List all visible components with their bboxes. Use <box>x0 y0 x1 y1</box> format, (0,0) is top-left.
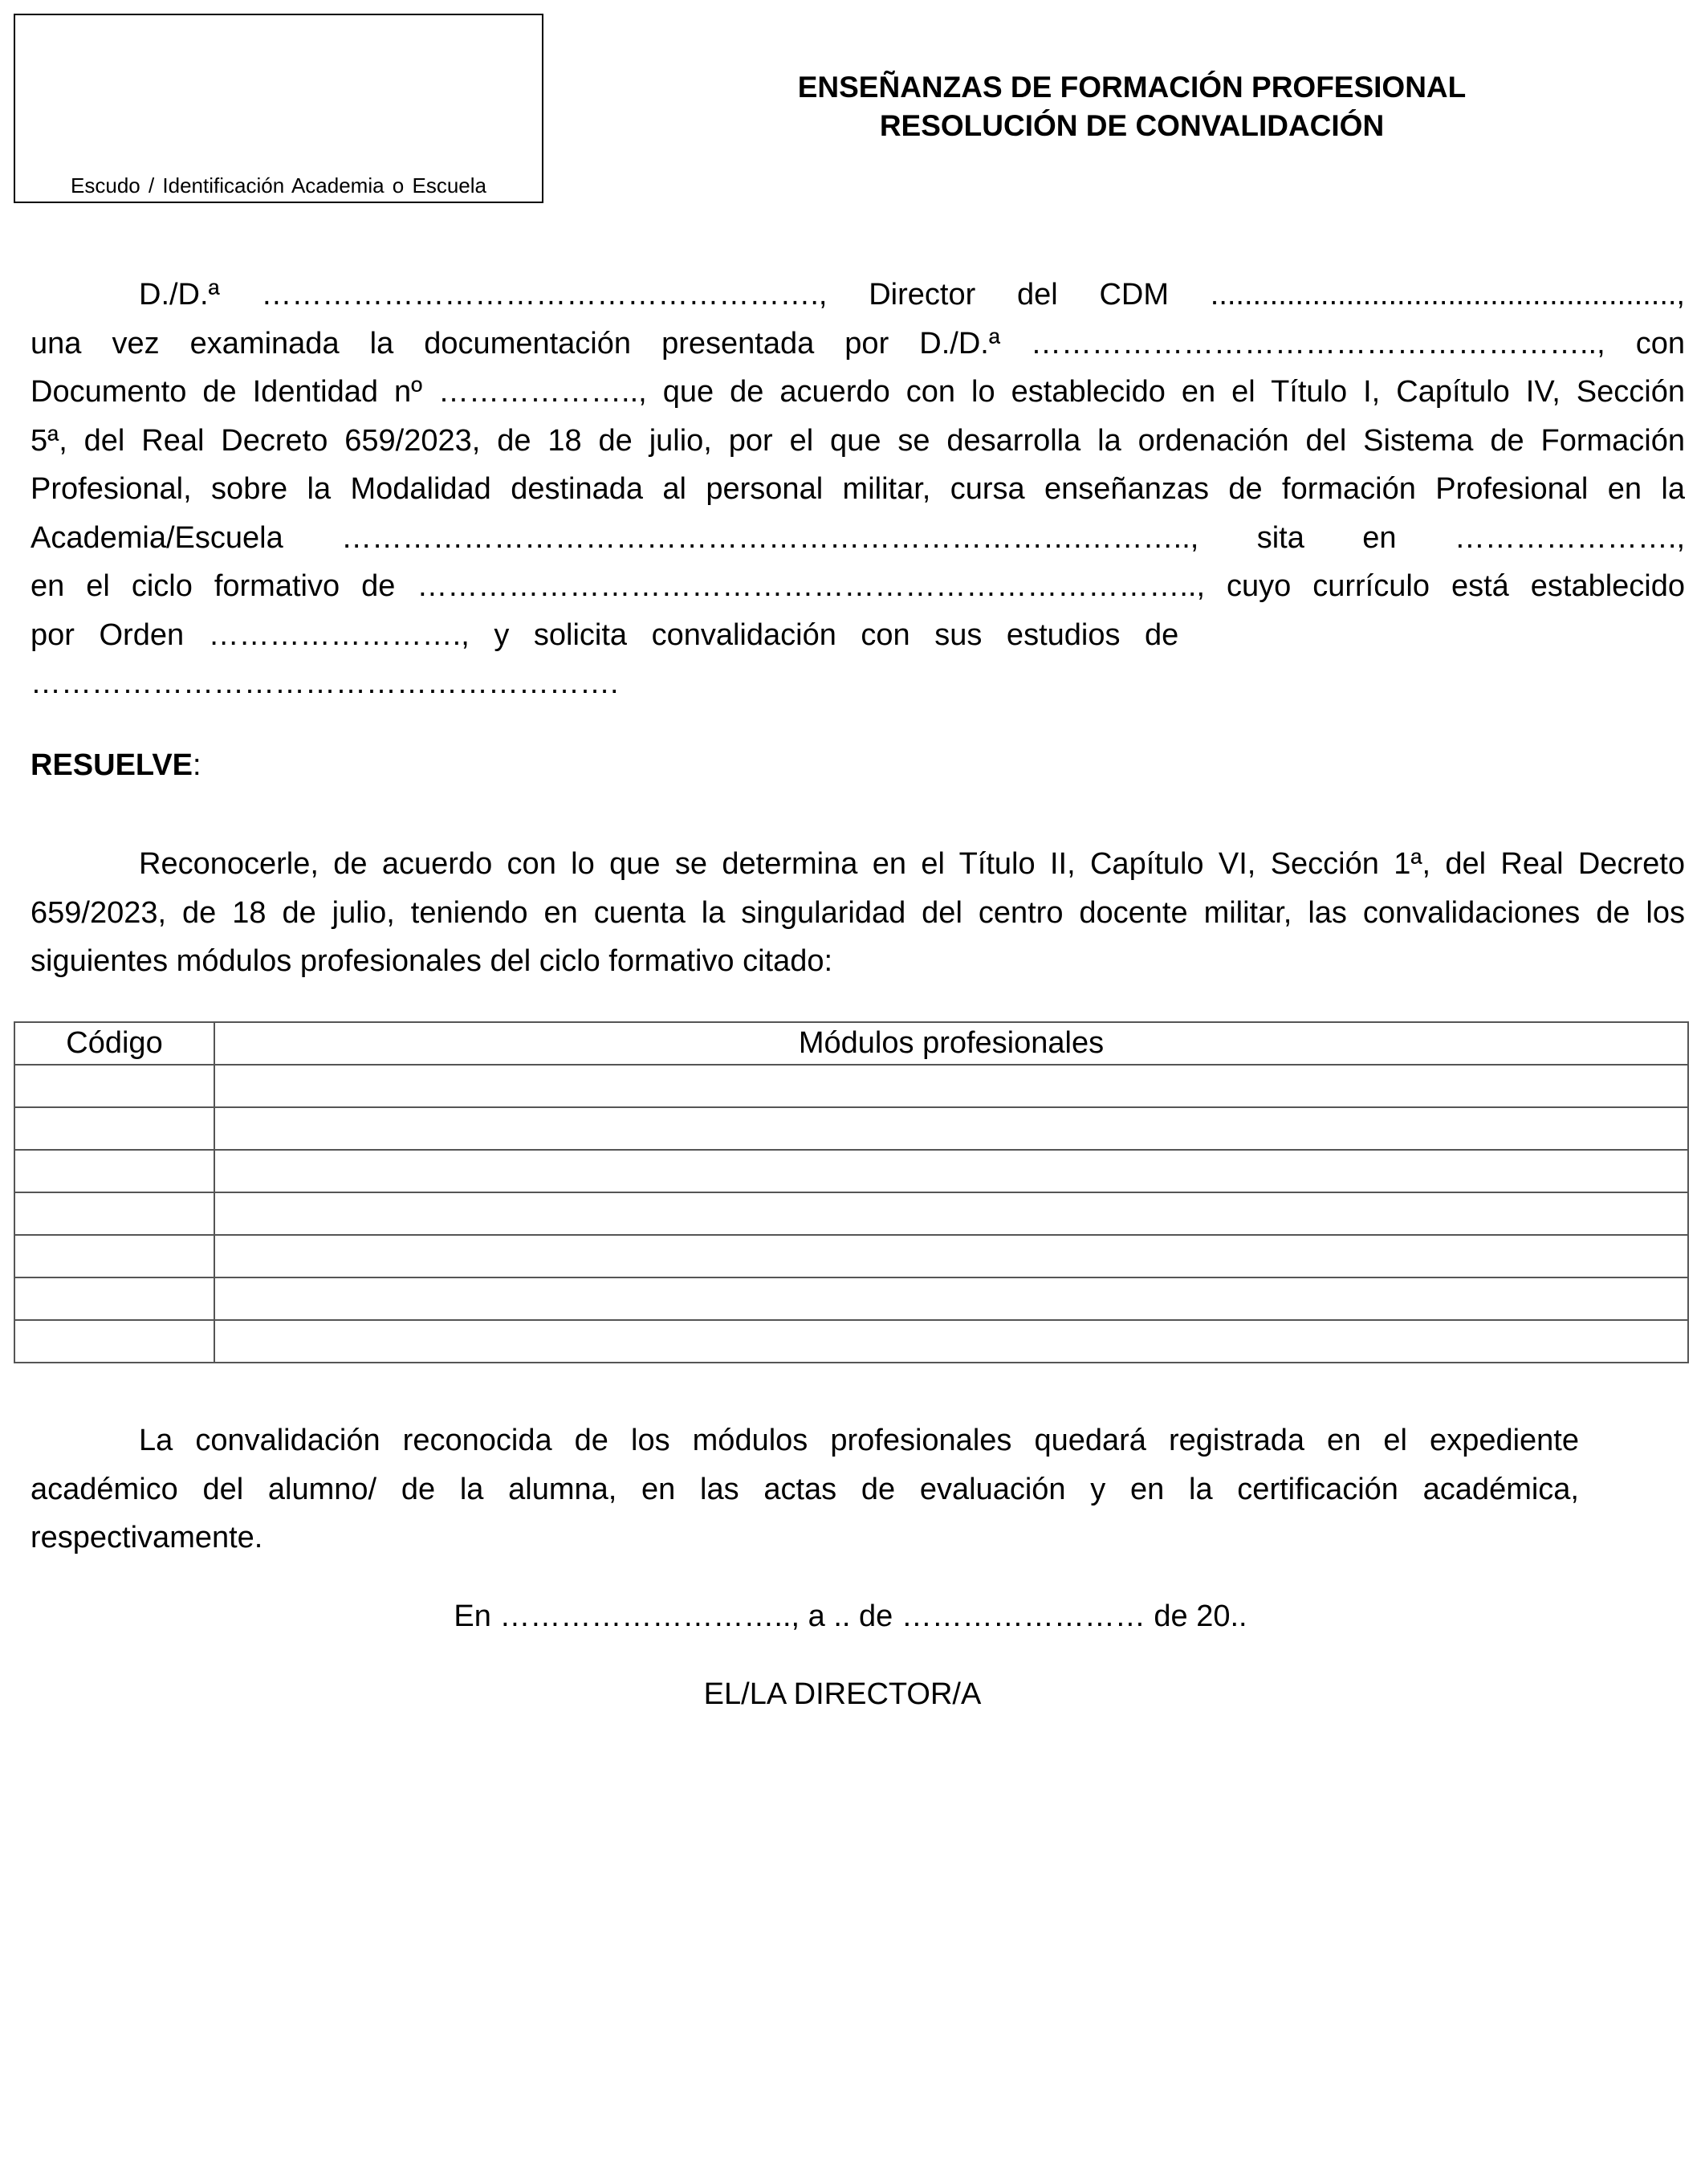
module-cell <box>214 1150 1688 1192</box>
code-cell <box>14 1235 214 1277</box>
code-cell <box>14 1320 214 1363</box>
resolution-paragraph <box>31 840 1685 986</box>
table-row <box>14 1107 1688 1150</box>
registration-paragraph <box>31 1416 1579 1563</box>
place-date-line: En ……………………….., a .. de …………………… de 20.. <box>454 1599 1247 1633</box>
text-line: 5ª, del Real Decreto 659/2023, de 18 de julio, por el que se desarrolla la ordenación del Sistema de Formación <box>31 423 1685 458</box>
code-cell <box>14 1107 214 1150</box>
text-line: respectivamente. <box>31 1521 263 1554</box>
modules-table <box>14 1021 1689 1363</box>
text-line: …………………………………………………. <box>31 666 619 700</box>
column-header-code: Código <box>14 1022 214 1065</box>
text-line: 659/2023, de 18 de julio, teniendo en cuenta la singularidad del centro docente militar, las convalidaciones de los <box>31 895 1685 930</box>
table-row <box>14 1065 1688 1107</box>
text-line: Academia/Escuela ……………………………………………………………….……….., sita en …………………., <box>31 520 1685 555</box>
table-row <box>14 1320 1688 1363</box>
text-line: por Orden ……………………., y solicita convalidación con sus estudios de <box>31 617 1179 652</box>
logo-placeholder-box <box>14 14 543 203</box>
table-row <box>14 1277 1688 1320</box>
text-line: D./D.ª ………………………………………………., Director del CDM ......................................................., <box>139 278 1685 312</box>
module-cell <box>214 1320 1688 1363</box>
code-cell <box>14 1192 214 1235</box>
module-cell <box>214 1192 1688 1235</box>
column-header-modules: Módulos profesionales <box>214 1022 1688 1065</box>
text-line: Reconocerle, de acuerdo con lo que se determina en el Título II, Capítulo VI, Sección 1ª, del Real Decreto <box>139 847 1685 881</box>
document-subtitle: RESOLUCIÓN DE CONVALIDACIÓN <box>879 109 1385 142</box>
table-row <box>14 1192 1688 1235</box>
module-cell <box>214 1065 1688 1107</box>
module-cell <box>214 1107 1688 1150</box>
code-cell <box>14 1065 214 1107</box>
module-cell <box>214 1277 1688 1320</box>
text-line: en el ciclo formativo de ………………………………………………………………….., cuyo currículo está establecido <box>31 569 1685 603</box>
resuelve-heading <box>31 741 1685 790</box>
resuelve-colon: : <box>193 748 201 782</box>
code-cell <box>14 1277 214 1320</box>
logo-label: Escudo / Identificación Academia o Escuela <box>71 173 486 198</box>
resuelve-label: RESUELVE <box>31 748 193 782</box>
text-line: siguientes módulos profesionales del ciclo formativo citado: <box>31 944 833 978</box>
document-title: ENSEÑANZAS DE FORMACIÓN PROFESIONAL <box>797 71 1467 104</box>
module-cell <box>214 1235 1688 1277</box>
text-line: Documento de Identidad nº ……………….., que de acuerdo con lo establecido en el Título I, Capítulo IV, Sección <box>31 375 1685 409</box>
table-row <box>14 1235 1688 1277</box>
text-line: Profesional, sobre la Modalidad destinada al personal militar, cursa enseñanzas de formación Profesional en la <box>31 472 1685 506</box>
text-line: una vez examinada la documentación presentada por D./D.ª ……………………………………………….., con <box>31 326 1685 361</box>
code-cell <box>14 1150 214 1192</box>
intro-paragraph <box>31 271 1685 708</box>
signature-label: EL/LA DIRECTOR/A <box>703 1677 982 1711</box>
table-header-row <box>14 1022 1688 1065</box>
text-line: académico del alumno/ de la alumna, en las actas de evaluación y en la certificación académica, <box>31 1472 1579 1506</box>
table-row <box>14 1150 1688 1192</box>
text-line: La convalidación reconocida de los módulos profesionales quedará registrada en el expediente <box>139 1424 1579 1457</box>
